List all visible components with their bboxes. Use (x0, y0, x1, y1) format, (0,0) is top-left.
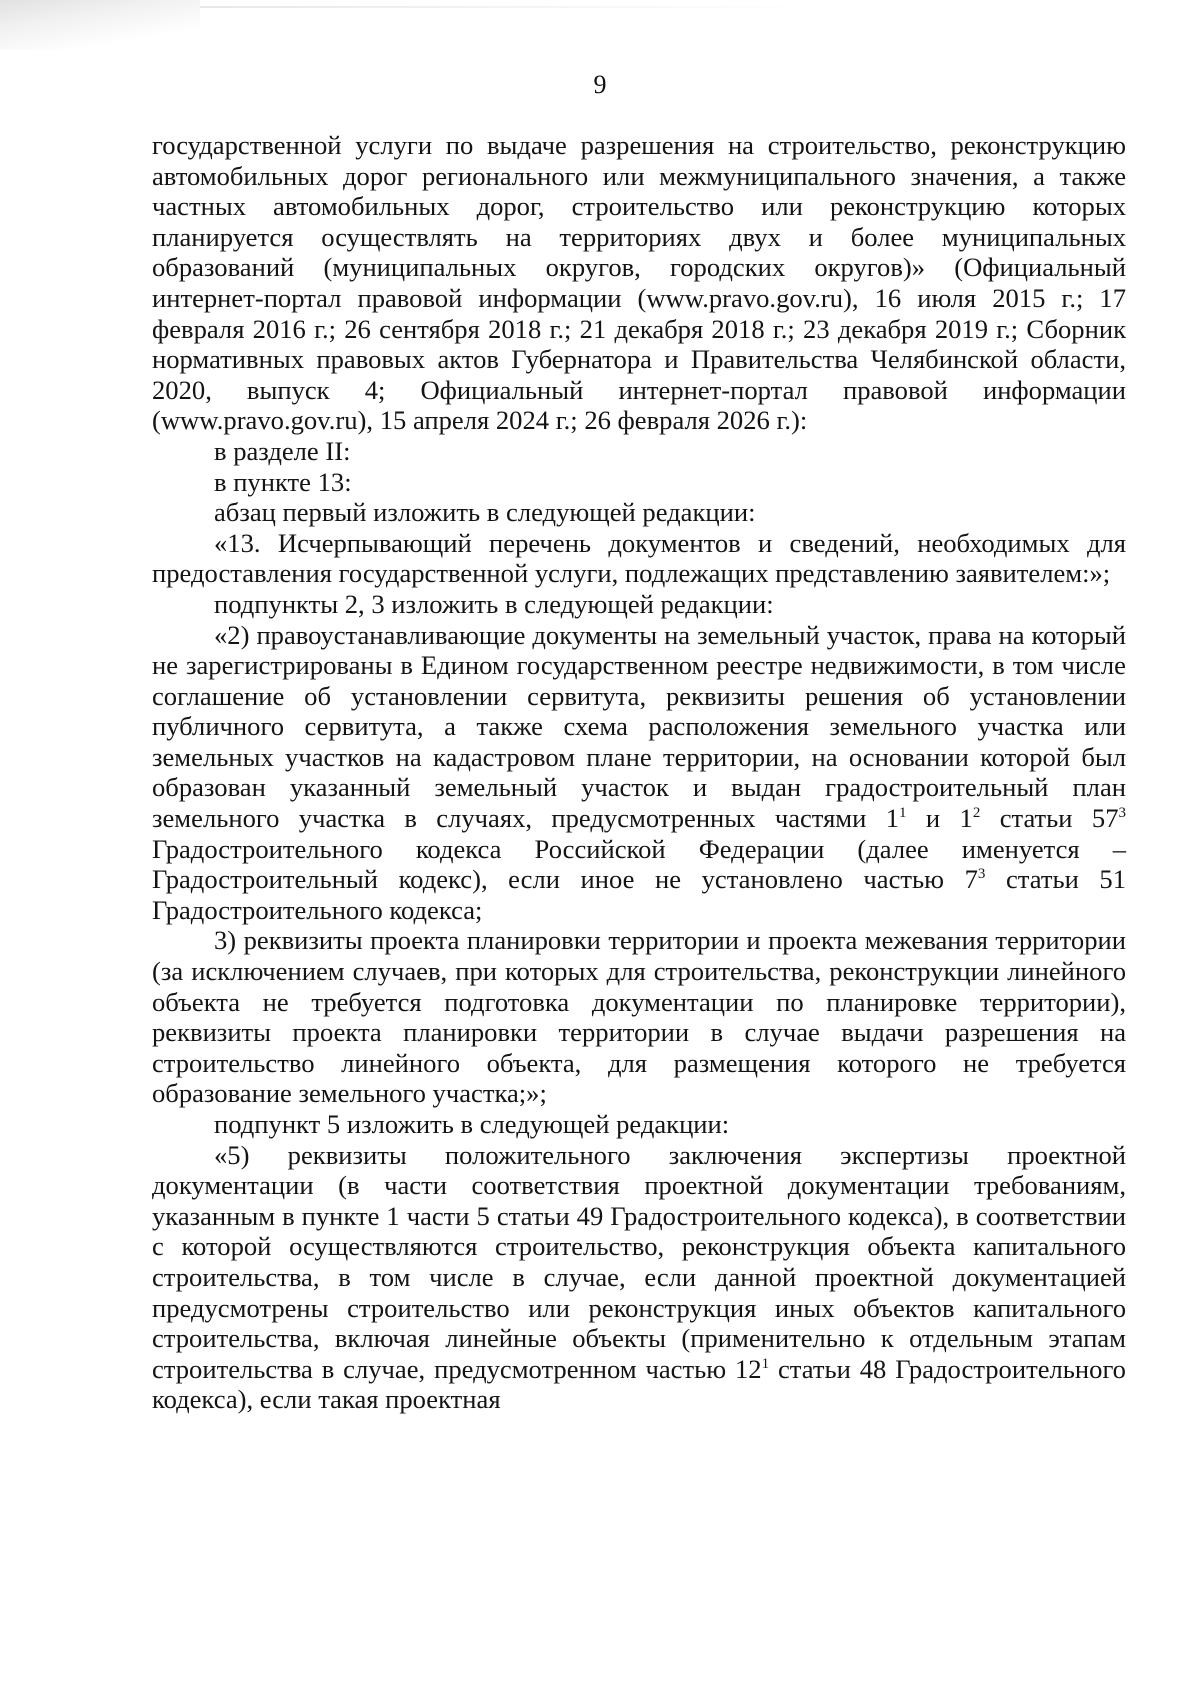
paragraph-section-ref: в разделе II: (214, 435, 351, 466)
superscript: 2 (972, 805, 981, 822)
paragraph-instruction-sub5: подпункт 5 изложить в следующей редакции: (214, 1109, 730, 1139)
paragraph-subitem-5 (152, 1140, 1126, 1415)
page-number: 9 (593, 70, 607, 99)
paragraph-instruction: абзац первый изложить в следующей редакции: (214, 497, 756, 528)
paragraph-item-13: «13. Исчерпывающий перечень документов и сведений, необходимых для предоставления государственной услуги, подлежащих представлению заявителем:»; (152, 527, 1126, 589)
paragraph-item-ref: в пункте 13: (214, 466, 352, 497)
paragraph-continuation: государственной услуги по выдаче разрешения на строительство, реконструкцию автомобильных дорог регионального или межмуниципального значения, а также частных автомобильных дорог, строительство или реконструкцию которых планируется осуществлять на территориях двух и более муниципальных образований (муниципальных округов, городских округов)» (Официальный интернет-портал правовой информации (www.pravo.gov.ru), 16 июля 2015 г.; 17 февраля 2016 г.; 26 сентября 2018 г.; 21 декабря 2018 г.; 23 декабря 2019 г.; Сборник нормативных правовых актов Губернатора и Правительства Челябинской области, 2020, выпуск 4; Официальный интернет-портал правовой информации (www.pravo.gov.ru), 15 апреля 2024 г.; 26 февраля 2026 г.): (152, 130, 1126, 436)
superscript: 3 (977, 866, 986, 883)
scan-artifact-line (200, 6, 820, 8)
superscript: 1 (899, 805, 907, 822)
text-run: статьи 51 Градостроительного кодекса; (152, 864, 1126, 925)
paragraph-subitem-3: 3) реквизиты проекта планировки территории и проекта межевания территории (за исключением случаев, при которых для строительства, реконструкции линейного объекта не требуется подготовка документации по планировке территории), реквизиты проекта планировки территории в случае выдачи разрешения на строительство линейного объекта, для размещения которого не требуется образование земельного участка;»; (152, 925, 1126, 1109)
text-run: и 1 (906, 803, 973, 834)
document-body (152, 130, 1126, 1415)
superscript: 1 (761, 1355, 770, 1372)
superscript: 3 (1118, 805, 1127, 822)
text-run: Градостроительного кодекса Российской Федерации (далее именуется – Градостроительный кодекс), если иное не установлено частью 7 (152, 833, 1126, 895)
text-run: «5) реквизиты положительного заключения экспертизы проектной документации (в части соответствия проектной документации требованиям, указанным в пункте 1 части 5 статьи 49 Градостроительного кодекса), в соответствии с которой осуществляются строительство, реконструкция объекта капитального строительства, в том числе в случае, если данной проектной документацией предусмотрены строительство или реконструкция иных объектов капитального строительства, включая линейные объекты (применительно к отдельным этапам строительства в случае, предусмотренном частью 12 (152, 1139, 1126, 1384)
text-run: статьи 57 (980, 803, 1119, 834)
text-run: «2) правоустанавливающие документы на земельный участок, права на который не зарегистрированы в Едином государственном реестре недвижимости, в том числе соглашение об установлении сервитута, реквизиты решения об установлении публичного сервитута, а также схема расположения земельного участка или земельных участков на кадастровом плане территории, на основании которой был образован указанный земельный участок и выдан градостроительный план земельного участка в случаях, предусмотренных частями 1 (152, 619, 1126, 834)
text-run: статьи 48 Градостроительного кодекса), если такая проектная (152, 1353, 1126, 1415)
paragraph-instruction-sub23: подпункты 2, 3 изложить в следующей редакции: (214, 588, 774, 619)
scan-artifact (0, 0, 200, 50)
paragraph-subitem-2 (152, 620, 1126, 926)
